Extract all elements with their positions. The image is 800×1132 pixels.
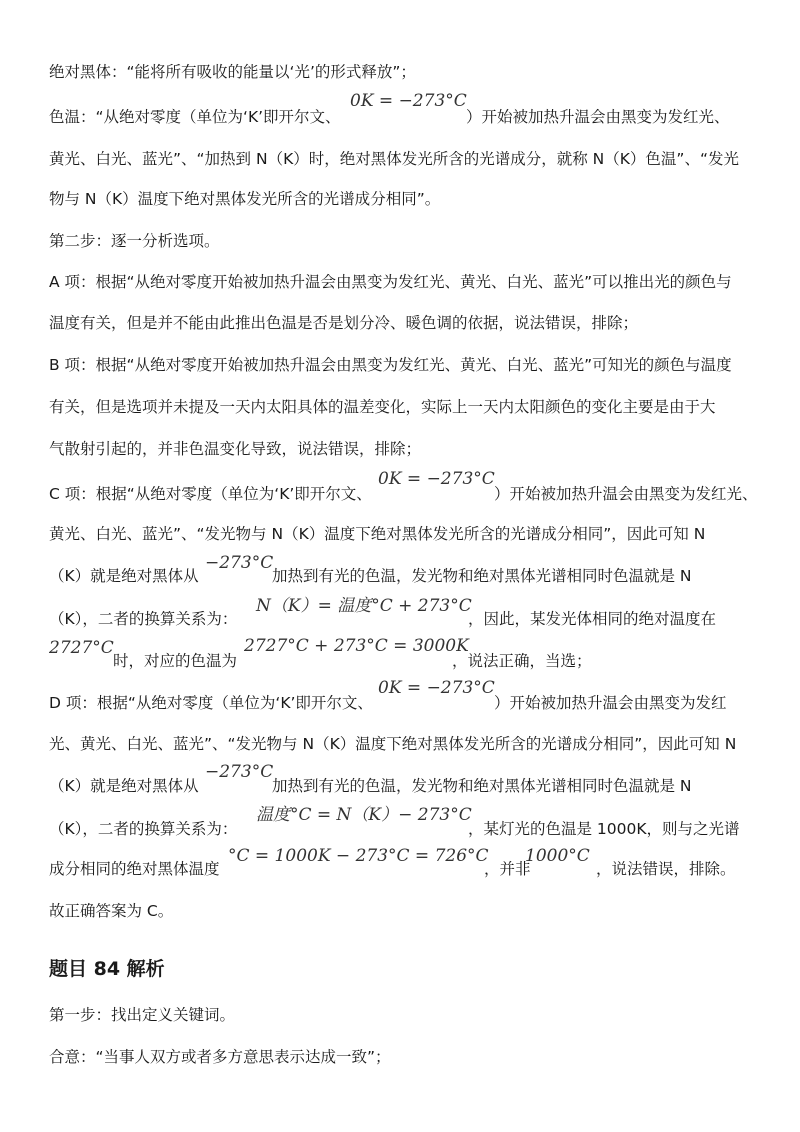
text-line: （K）就是绝对黑体从 — [49, 567, 199, 585]
text-line: 成分相同的绝对黑体温度 — [49, 860, 220, 878]
section-heading: 题目 84 解析 — [49, 958, 165, 980]
text-line: 气散射引起的，并非色温变化导致，说法错误，排除； — [49, 440, 422, 458]
text-line: ）开始被加热升温会由黑变为发红光、 — [494, 485, 758, 503]
text-line: 黄光、白光、蓝光”、“发光物与 N（K）温度下绝对黑体发光所含的光谱成分相同”，因此可知 N — [49, 525, 706, 543]
text-line: 黄光、白光、蓝光”、“加热到 N（K）时，绝对黑体发光所含的光谱成分，就称 N（K）色温”、“发光 — [49, 150, 739, 168]
text-line: （K），二者的换算关系为： — [49, 610, 238, 628]
text-line: 温度有关，但是并不能由此推出色温是否是划分冷、暖色调的依据，说法错误，排除； — [49, 314, 639, 332]
formula: °C = 1000K − 273°C = 726°C — [228, 846, 489, 866]
text-line: C 项：根据“从绝对零度（单位为‘K’即开尔文、 — [49, 485, 372, 503]
formula: N（K）= 温度°C + 273°C — [256, 596, 472, 616]
text-line: ，并非 — [484, 860, 531, 878]
formula: 0K = −273°C — [378, 678, 495, 698]
text-line: （K），二者的换算关系为： — [49, 820, 238, 838]
text-line: 光、黄光、白光、蓝光”、“发光物与 N（K）温度下绝对黑体发光所含的光谱成分相同”，因此可知 N — [49, 735, 737, 753]
text-line: 色温：“从绝对零度（单位为‘K’即开尔文、 — [49, 108, 341, 126]
text-line: （K）就是绝对黑体从 — [49, 777, 199, 795]
formula: 2727°C + 273°C = 3000K — [244, 636, 469, 656]
text-line: B 项：根据“从绝对零度开始被加热升温会由黑变为发红光、黄光、白光、蓝光”可知光的颜色与温度 — [49, 356, 732, 374]
text-line: A 项：根据“从绝对零度开始被加热升温会由黑变为发红光、黄光、白光、蓝光”可以推出光的颜色与 — [49, 273, 732, 291]
text-line: 加热到有光的色温，发光物和绝对黑体光谱相同时色温就是 N — [272, 777, 692, 795]
text-line: 物与 N（K）温度下绝对黑体发光所含的光谱成分相同”。 — [49, 190, 441, 208]
text-line: ，说法错误，排除。 — [596, 860, 736, 878]
formula: −273°C — [205, 762, 274, 782]
text-line: ，因此，某发光体相同的绝对温度在 — [468, 610, 717, 628]
text-line: 时，对应的色温为 — [113, 652, 238, 670]
text-line: ，说法正确，当选； — [452, 652, 592, 670]
formula: 温度°C = N（K）− 273°C — [256, 805, 472, 825]
text-line: ，某灯光的色温是 1000K，则与之光谱 — [468, 820, 740, 838]
formula: 1000°C — [525, 846, 590, 866]
text-line: 绝对黑体：“能将所有吸收的能量以‘光’的形式释放”； — [49, 63, 416, 81]
text-line: D 项：根据“从绝对零度（单位为‘K’即开尔文、 — [49, 694, 373, 712]
text-line: 加热到有光的色温，发光物和绝对黑体光谱相同时色温就是 N — [272, 567, 692, 585]
text-line: 有关，但是选项并未提及一天内太阳具体的温差变化，实际上一天内太阳颜色的变化主要是由于大 — [49, 398, 716, 416]
text-line: 故正确答案为 C。 — [49, 902, 174, 920]
formula: 0K = −273°C — [378, 469, 495, 489]
text-line: 第二步：逐一分析选项。 — [49, 232, 220, 250]
text-line: 第一步：找出定义关键词。 — [49, 1006, 236, 1024]
formula: 0K = −273°C — [350, 91, 467, 111]
text-line: 合意：“当事人双方或者多方意思表示达成一致”； — [49, 1048, 391, 1066]
text-line: ）开始被加热升温会由黑变为发红光、 — [466, 108, 730, 126]
formula: 2727°C — [49, 638, 114, 658]
formula: −273°C — [205, 553, 274, 573]
text-line: ）开始被加热升温会由黑变为发红 — [494, 694, 727, 712]
